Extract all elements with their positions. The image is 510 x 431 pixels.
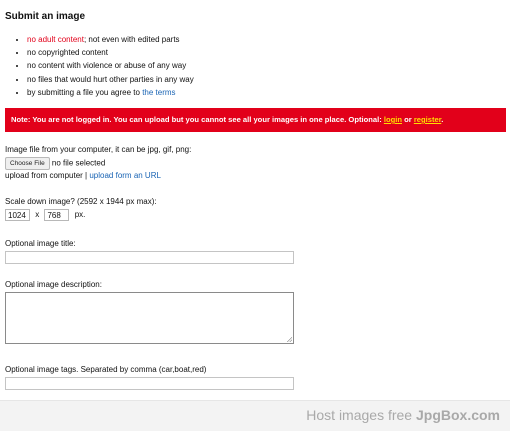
- file-picker: [5, 157, 105, 170]
- terms-link[interactable]: the terms: [142, 87, 176, 97]
- choose-file-button[interactable]: Choose File: [5, 157, 50, 170]
- resize-grip-icon[interactable]: [287, 337, 292, 342]
- title-label: Optional image title:: [5, 239, 76, 248]
- notice-text: Note: You are not logged in. You can upload but you cannot see all your images in one place. Optional:: [11, 115, 384, 124]
- login-notice: [5, 108, 506, 132]
- rule-text: ; not even with edited parts: [83, 35, 180, 44]
- rules-list: [5, 33, 194, 99]
- footer-branding: [306, 407, 500, 423]
- scale-x-separator: x: [35, 210, 40, 220]
- scale-inputs: [5, 209, 85, 221]
- rule-item: • no copyrighted content: [27, 46, 194, 59]
- footer-tagline: Host images free: [306, 407, 416, 423]
- upload-url-link[interactable]: upload form an URL: [89, 171, 161, 180]
- register-link[interactable]: register: [413, 115, 442, 124]
- scale-width-input[interactable]: 1024: [5, 209, 30, 221]
- rule-item: • no files that would hurt other parties in any way: [27, 73, 194, 86]
- footer-brand[interactable]: JpgBox.com: [415, 407, 500, 423]
- upload-from-computer: upload from computer |: [5, 171, 90, 180]
- scale-label: Scale down image? (2592 x 1944 px max):: [5, 197, 157, 206]
- page-title: Submit an image: [5, 11, 86, 22]
- title-input[interactable]: [5, 251, 294, 264]
- rule-highlight: no adult content: [27, 35, 84, 44]
- file-status: no file selected: [51, 158, 106, 168]
- file-label: Image file from your computer, it can be jpg, gif, png:: [5, 145, 192, 154]
- scale-unit: px.: [74, 210, 86, 220]
- tags-label: Optional image tags. Separated by comma (car,boat,red): [5, 365, 207, 374]
- description-label: Optional image description:: [5, 280, 102, 289]
- rule-item: [27, 86, 194, 99]
- upload-source-switch: [5, 171, 161, 180]
- tags-input[interactable]: [5, 377, 294, 390]
- scale-height-input[interactable]: 768: [44, 209, 69, 221]
- rule-item: [27, 33, 194, 46]
- notice-end: .: [441, 115, 444, 124]
- footer: [0, 400, 510, 431]
- notice-or: or: [401, 115, 414, 124]
- rule-item: • no content with violence or abuse of any way: [27, 59, 194, 72]
- login-link[interactable]: login: [383, 115, 402, 124]
- description-textarea[interactable]: [5, 292, 294, 344]
- rule-text: by submitting a file you agree to: [27, 87, 143, 97]
